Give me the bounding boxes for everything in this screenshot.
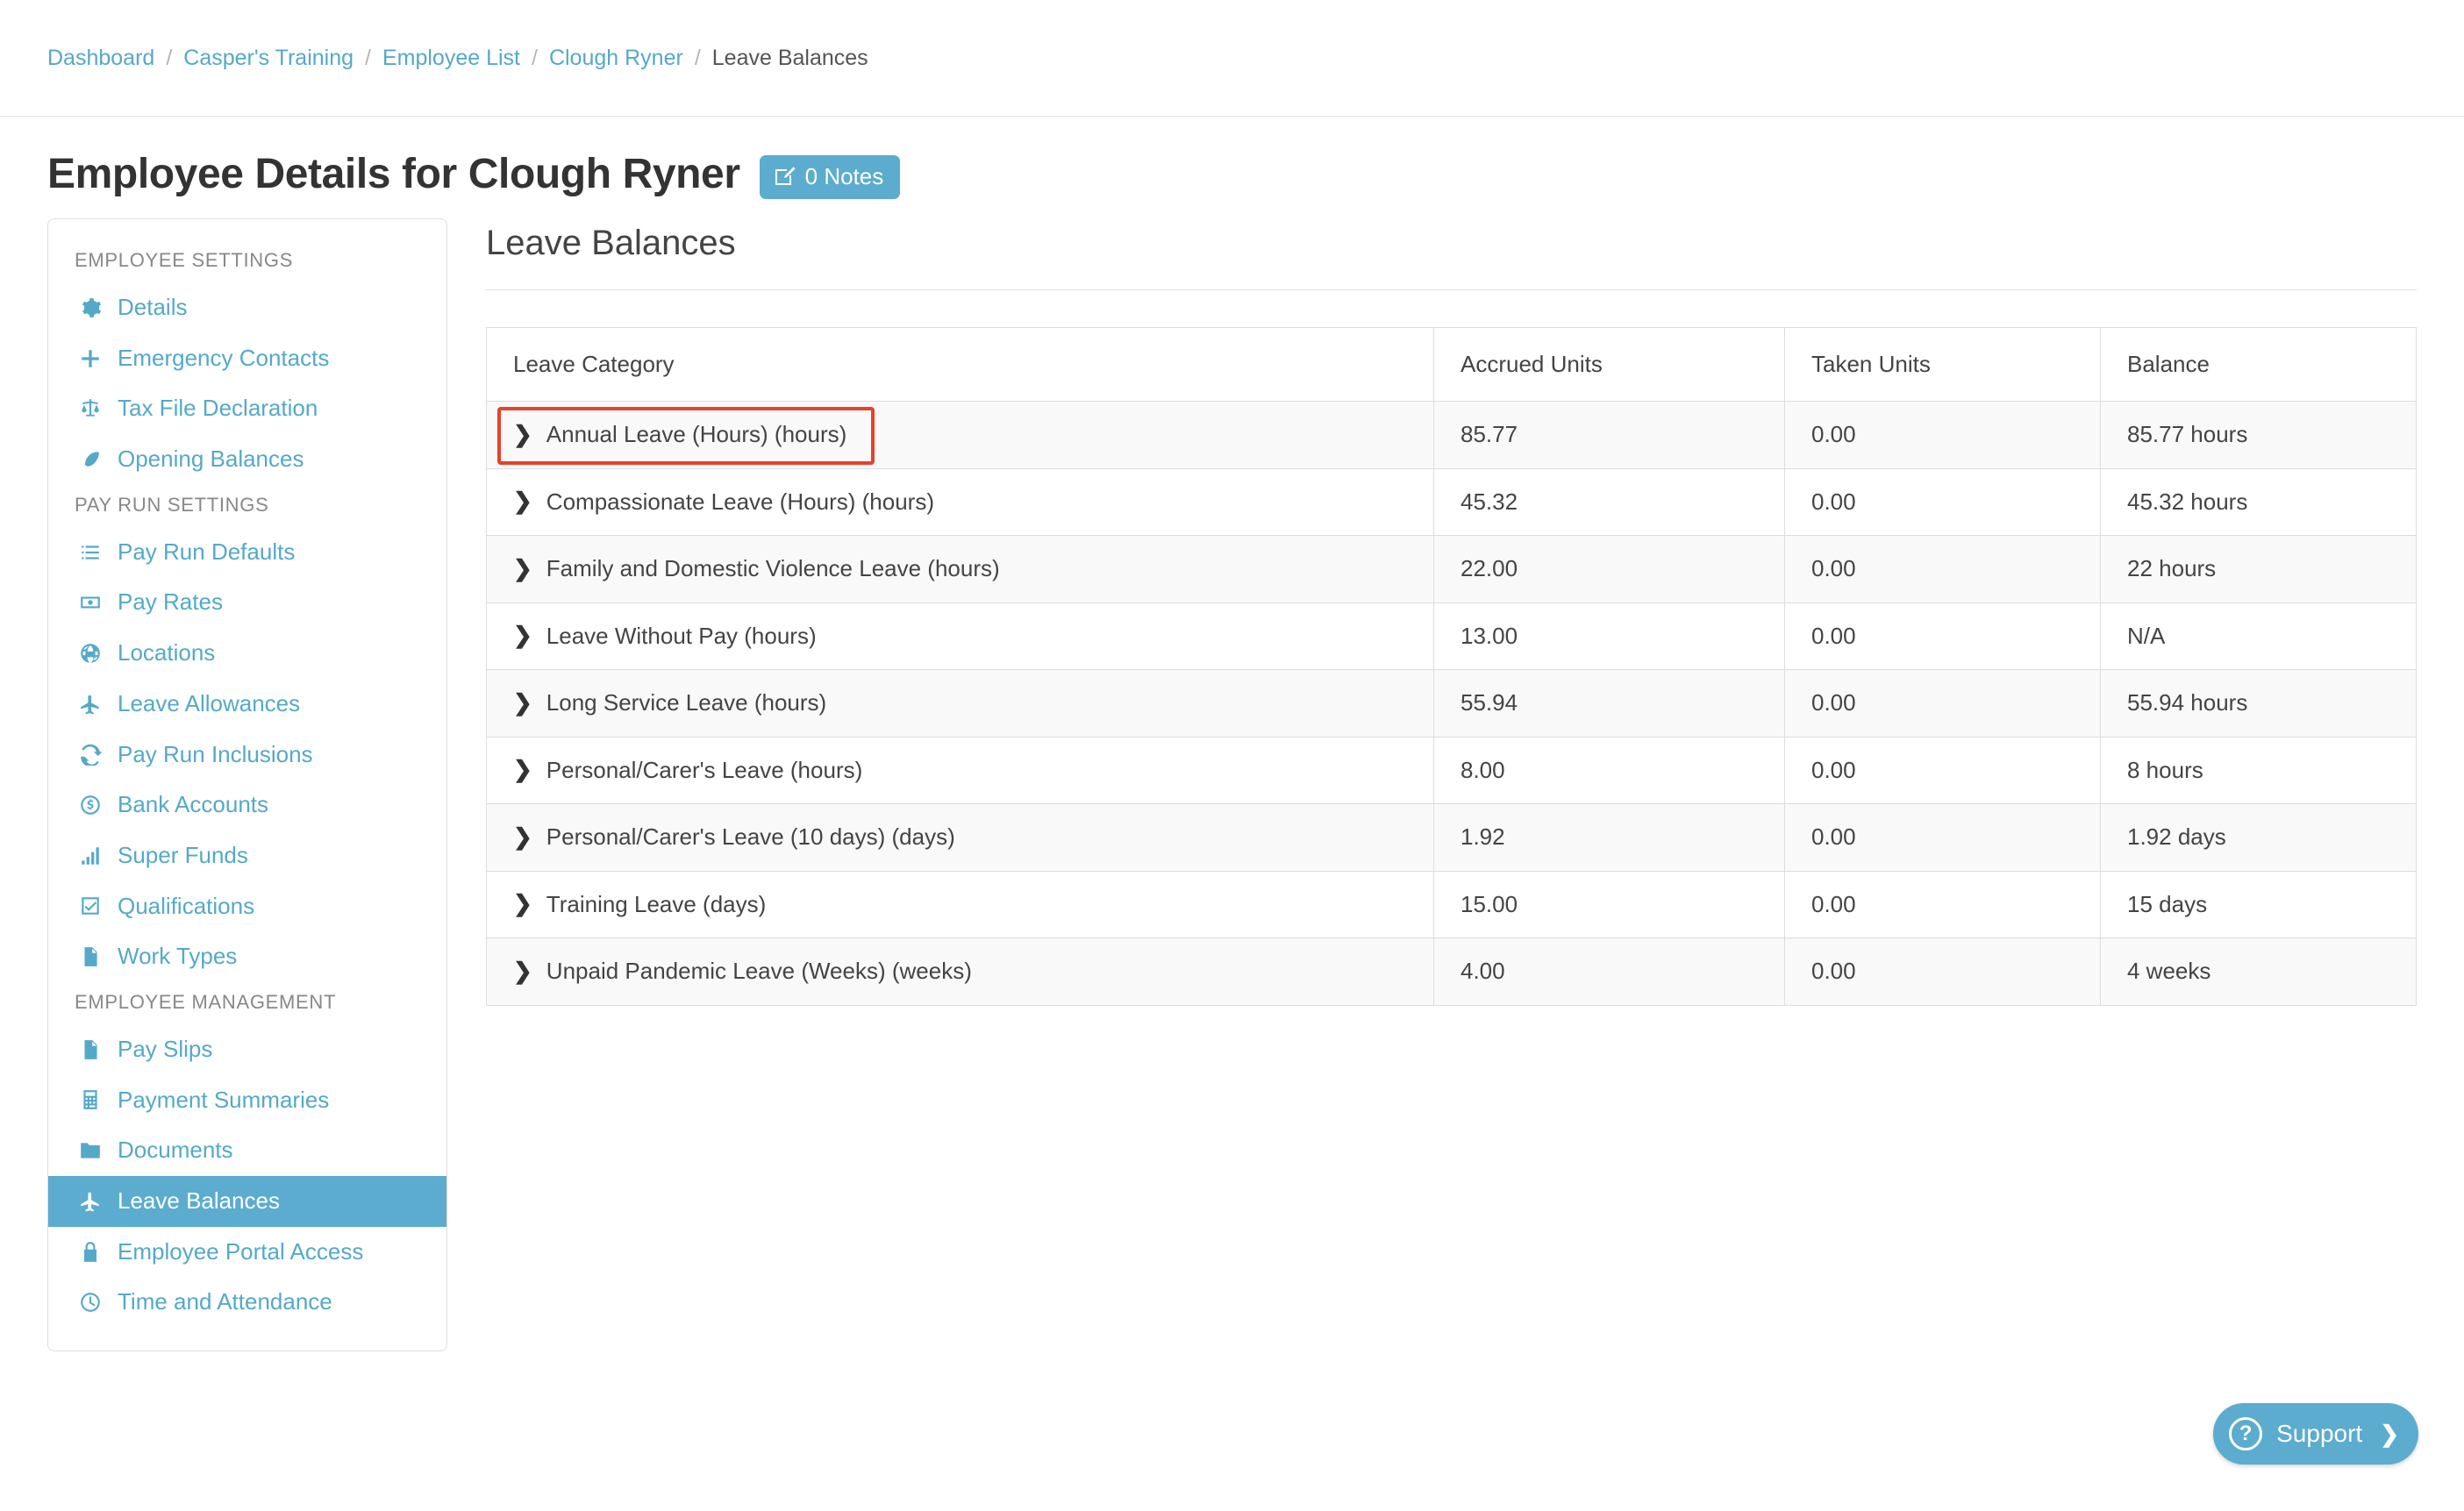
sidebar — [47, 218, 447, 1351]
cell-accrued-units: 22.00 — [1434, 536, 1785, 603]
table-row — [487, 804, 2417, 872]
leave-category-toggle[interactable] — [513, 823, 955, 851]
leave-category-toggle[interactable] — [513, 555, 1000, 582]
list-icon — [77, 541, 104, 564]
cell-leave-category[interactable] — [487, 737, 1434, 804]
cell-leave-category[interactable] — [487, 602, 1434, 670]
column-header-leave-category: Leave Category — [487, 328, 1434, 402]
breadcrumb-item-employee-list[interactable]: Employee List — [382, 45, 520, 70]
cell-balance: 15 days — [2101, 871, 2417, 938]
sidebar-item-label: Details — [118, 294, 188, 320]
sidebar-item-leave-allowances[interactable] — [48, 679, 446, 730]
table-row — [487, 468, 2417, 536]
plane-icon — [77, 1190, 104, 1213]
cell-taken-units: 0.00 — [1785, 804, 2101, 872]
sidebar-item-pay-run-inclusions[interactable] — [48, 730, 446, 780]
cell-accrued-units: 4.00 — [1434, 938, 1785, 1006]
dollar-circle-icon — [77, 794, 104, 816]
table-row — [487, 670, 2417, 738]
leave-category-label: Training Leave (days) — [546, 890, 767, 917]
breadcrumb-separator: / — [532, 45, 538, 70]
cell-taken-units: 0.00 — [1785, 737, 2101, 804]
sidebar-item-label: Bank Accounts — [118, 791, 268, 818]
cell-balance: 8 hours — [2101, 737, 2417, 804]
file-icon — [77, 945, 104, 968]
notes-badge-label: 0 Notes — [804, 163, 884, 189]
sidebar-item-leave-balances[interactable] — [48, 1176, 446, 1227]
sidebar-item-label: Employee Portal Access — [118, 1237, 364, 1265]
cell-balance: 45.32 hours — [2101, 468, 2417, 536]
column-header-accrued-units: Accrued Units — [1434, 328, 1785, 402]
cell-taken-units: 0.00 — [1785, 670, 2101, 738]
cell-accrued-units: 85.77 — [1434, 402, 1785, 469]
calculator-icon — [77, 1088, 104, 1111]
sidebar-item-work-types[interactable] — [48, 931, 446, 982]
leave-category-toggle[interactable] — [513, 689, 826, 716]
leave-category-toggle[interactable] — [513, 958, 972, 985]
leave-category-label: Compassionate Leave (Hours) (hours) — [546, 488, 934, 515]
chevron-right-icon: ❯ — [2380, 1420, 2399, 1447]
sidebar-item-label: Locations — [118, 639, 216, 666]
table-header — [487, 328, 2417, 402]
cell-leave-category[interactable] — [487, 402, 1434, 469]
document-icon — [77, 1038, 104, 1061]
cell-taken-units: 0.00 — [1785, 402, 2101, 469]
cell-leave-category[interactable] — [487, 468, 1434, 536]
cell-taken-units: 0.00 — [1785, 602, 2101, 670]
table-row — [487, 602, 2417, 670]
cell-accrued-units: 55.94 — [1434, 670, 1785, 738]
sidebar-item-label: Documents — [118, 1137, 233, 1164]
chevron-right-icon: ❯ — [513, 890, 532, 916]
breadcrumb-separator: / — [365, 45, 371, 70]
sidebar-item-label: Pay Rates — [118, 588, 223, 616]
sidebar-item-label: Leave Allowances — [118, 689, 301, 716]
column-header-taken-units: Taken Units — [1785, 328, 2101, 402]
cell-accrued-units: 45.32 — [1434, 468, 1785, 536]
sidebar-item-qualifications[interactable] — [48, 881, 446, 932]
cell-accrued-units: 8.00 — [1434, 737, 1785, 804]
chevron-right-icon: ❯ — [513, 823, 532, 850]
chevron-right-icon: ❯ — [513, 756, 532, 782]
folder-icon — [77, 1139, 104, 1162]
sidebar-item-label: Opening Balances — [118, 445, 304, 473]
cell-balance: 1.92 days — [2101, 804, 2417, 872]
sidebar-item-label: Payment Summaries — [118, 1086, 330, 1113]
breadcrumb-bar — [0, 0, 2464, 117]
money-icon — [77, 591, 104, 614]
page-title-row — [0, 117, 2464, 199]
chevron-right-icon: ❯ — [513, 420, 532, 447]
sidebar-item-opening-balances[interactable] — [48, 434, 446, 485]
sidebar-item-pay-rates[interactable] — [48, 577, 446, 628]
heading-divider — [486, 289, 2417, 290]
chevron-right-icon: ❯ — [513, 622, 532, 648]
scales-icon — [77, 397, 104, 420]
breadcrumb-separator: / — [166, 45, 173, 70]
main-panel — [486, 218, 2464, 1351]
leave-category-label: Personal/Carer's Leave (10 days) (days) — [546, 823, 955, 850]
table-row — [487, 938, 2417, 1006]
sidebar-item-label: Time and Attendance — [118, 1288, 332, 1315]
breadcrumb — [47, 46, 868, 71]
notes-badge[interactable] — [760, 155, 901, 199]
cell-accrued-units: 13.00 — [1434, 602, 1785, 670]
cell-balance: 85.77 hours — [2101, 402, 2417, 469]
table-row — [487, 402, 2417, 469]
table-header-row — [487, 328, 2417, 402]
sidebar-item-locations[interactable] — [48, 628, 446, 679]
sidebar-item-label: Tax File Declaration — [118, 395, 318, 422]
section-heading: Leave Balances — [486, 224, 736, 262]
sidebar-item-time-and-attendance[interactable] — [48, 1277, 446, 1328]
chevron-right-icon: ❯ — [513, 957, 532, 984]
leave-category-toggle[interactable] — [513, 421, 846, 448]
sidebar-section-title: EMPLOYEE SETTINGS — [75, 249, 294, 271]
sidebar-item-label: Pay Slips — [118, 1035, 213, 1062]
cell-leave-category[interactable] — [487, 938, 1434, 1006]
question-circle-icon: ? — [2229, 1417, 2262, 1450]
column-header-balance: Balance — [2101, 328, 2417, 402]
leave-category-toggle[interactable] — [513, 488, 934, 516]
breadcrumb-item-clough-ryner[interactable]: Clough Ryner — [548, 45, 683, 70]
cell-taken-units: 0.00 — [1785, 468, 2101, 536]
leave-category-toggle[interactable] — [513, 623, 817, 650]
cell-leave-category[interactable] — [487, 670, 1434, 738]
cell-balance: 22 hours — [2101, 536, 2417, 603]
tag-icon — [77, 448, 104, 471]
lock-icon — [77, 1241, 104, 1264]
cell-taken-units: 0.00 — [1785, 871, 2101, 938]
sidebar-item-emergency-contacts[interactable] — [48, 333, 446, 384]
edit-note-icon — [774, 166, 796, 187]
leave-category-label: Personal/Carer's Leave (hours) — [546, 756, 863, 783]
plus-icon — [77, 347, 104, 370]
sidebar-item-label: Emergency Contacts — [118, 344, 330, 371]
breadcrumb-item-dashboard[interactable]: Dashboard — [47, 45, 155, 70]
clock-icon — [77, 1291, 104, 1314]
sidebar-item-bank-accounts[interactable] — [48, 780, 446, 830]
leave-balances-table — [486, 327, 2417, 1006]
leave-category-label: Long Service Leave (hours) — [546, 689, 827, 716]
chevron-right-icon: ❯ — [513, 688, 532, 716]
bar-chart-icon — [77, 845, 104, 867]
sidebar-item-super-funds[interactable] — [48, 830, 446, 881]
sidebar-item-label: Pay Run Inclusions — [118, 740, 313, 767]
checkbox-icon — [77, 894, 104, 917]
sidebar-item-employee-portal-access[interactable] — [48, 1227, 446, 1278]
cell-accrued-units: 1.92 — [1434, 804, 1785, 872]
sidebar-item-label: Pay Run Defaults — [118, 538, 296, 565]
sidebar-item-label: Qualifications — [118, 892, 255, 919]
sidebar-section-title: PAY RUN SETTINGS — [75, 493, 269, 516]
sidebar-item-label: Leave Balances — [118, 1187, 281, 1214]
sidebar-item-details[interactable] — [48, 282, 446, 333]
table-row — [487, 737, 2417, 804]
sidebar-section-title: EMPLOYEE MANAGEMENT — [75, 990, 337, 1013]
cell-taken-units: 0.00 — [1785, 536, 2101, 603]
chevron-right-icon: ❯ — [513, 554, 532, 581]
support-button[interactable] — [2213, 1403, 2418, 1465]
gear-icon — [77, 296, 104, 319]
cell-balance: N/A — [2101, 602, 2417, 670]
sidebar-item-payment-summaries[interactable] — [48, 1075, 446, 1126]
sidebar-item-pay-run-defaults[interactable] — [48, 527, 446, 578]
breadcrumb-item-leave-balances: Leave Balances — [711, 45, 868, 70]
cell-balance: 55.94 hours — [2101, 670, 2417, 738]
plane-icon — [77, 693, 104, 716]
leave-category-toggle[interactable] — [513, 891, 766, 918]
sidebar-item-tax-file-declaration[interactable] — [48, 383, 446, 434]
sidebar-item-label: Work Types — [118, 943, 238, 970]
globe-icon — [77, 642, 104, 665]
sidebar-item-pay-slips[interactable] — [48, 1024, 446, 1075]
breadcrumb-item-casper-s-training[interactable]: Casper's Training — [183, 45, 354, 70]
cell-leave-category[interactable] — [487, 536, 1434, 603]
table-body — [487, 402, 2417, 1006]
table-row — [487, 536, 2417, 603]
breadcrumb-separator: / — [694, 45, 701, 70]
leave-category-toggle[interactable] — [513, 757, 862, 784]
content-wrapper — [0, 199, 2464, 1351]
sidebar-item-documents[interactable] — [48, 1125, 446, 1176]
refresh-icon — [77, 743, 104, 766]
leave-category-label: Leave Without Pay (hours) — [546, 622, 817, 649]
cell-leave-category[interactable] — [487, 804, 1434, 872]
leave-category-label: Annual Leave (Hours) (hours) — [546, 421, 847, 447]
leave-category-label: Family and Domestic Violence Leave (hours) — [546, 555, 1000, 581]
table-row — [487, 871, 2417, 938]
sidebar-item-label: Super Funds — [118, 841, 248, 868]
chevron-right-icon: ❯ — [513, 488, 532, 514]
cell-accrued-units: 15.00 — [1434, 871, 1785, 938]
page-title: Employee Details for Clough Ryner — [47, 150, 740, 197]
cell-balance: 4 weeks — [2101, 938, 2417, 1006]
support-button-label: Support — [2276, 1420, 2363, 1447]
leave-category-label: Unpaid Pandemic Leave (Weeks) (weeks) — [546, 958, 972, 984]
cell-leave-category[interactable] — [487, 871, 1434, 938]
cell-taken-units: 0.00 — [1785, 938, 2101, 1006]
